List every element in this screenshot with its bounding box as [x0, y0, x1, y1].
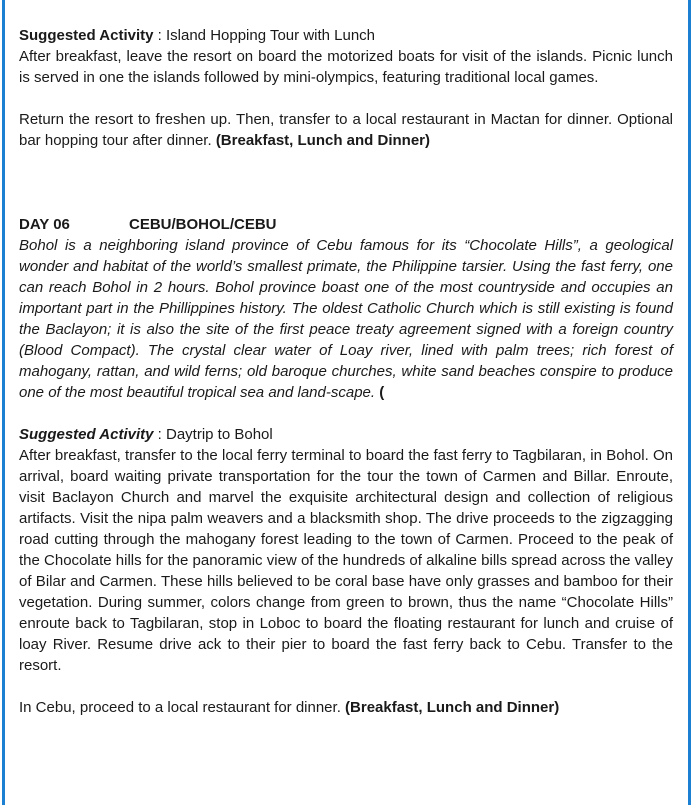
suggested-activity-title: Daytrip to Bohol [166, 426, 273, 443]
description-trailing-paren: ( [379, 384, 385, 401]
day-number-label: DAY 06 [19, 216, 70, 233]
suggested-activity-line [19, 25, 673, 46]
suggested-activity-label: Suggested Activity [19, 426, 154, 443]
paragraph [19, 697, 673, 718]
day06-section [19, 214, 673, 718]
day05-section [19, 25, 673, 151]
activity-separator: : [153, 426, 166, 443]
paragraph-text: Return the resort to freshen up. Then, transfer to a local restaurant in Mactan for dinner. Optional bar hopping tour after dinner. [19, 111, 673, 149]
page-border-left [2, 0, 5, 805]
page-border-right [688, 0, 691, 805]
suggested-activity-label: Suggested Activity [19, 27, 154, 44]
paragraph: After breakfast, leave the resort on board the motorized boats for visit of the islands. Picnic lunch is served in one the islands followed by mini-olympics, featuring traditional local games. [19, 48, 673, 86]
paragraph-text: In Cebu, proceed to a local restaurant for dinner. [19, 699, 346, 716]
day-route-label: CEBU/BOHOL/CEBU [129, 216, 277, 233]
description-text: Bohol is a neighboring island province of Cebu famous for its “Chocolate Hills”, a geological wonder and habitat of the world’s smallest primate, the Philippine tarsier. Using the fast ferry, one can reach Bohol in 2 hours. Bohol province boast one of the most countryside and occupies an important part in the Phillippines history. The oldest Catholic Church which is still existing is found the Baclayon; it is also the site of the first peace treaty agreement signed with a foreign country (Blood Compact). The crystal clear water of Loay river, lined with palm trees; rich forest of mahogany, rattan, and wild ferns; old baroque churches, white sand beaches conspire to produce one of the most beautiful tropical sea and land-scape. [19, 237, 673, 401]
day06-description [19, 235, 673, 403]
meals-note: (Breakfast, Lunch and Dinner) [215, 132, 431, 149]
activity-separator: : [153, 27, 166, 44]
paragraph: After breakfast, transfer to the local ferry terminal to board the fast ferry to Tagbilaran, in Bohol. On arrival, board waiting private transportation for the tour the town of Carmen and Billar. Enroute, visit Baclayon Church and marvel the exquisite architectural design and collection of religious artifacts. Visit the nipa palm weavers and a blacksmith shop. The drive proceeds to the zigzagging road cutting through the mahogany forest leading to the town of Carmen. Proceed to the peak of the Chocolate hills for the panoramic view of the hundreds of alkaline bills spread across the valley of Bilar and Carmen. These hills believed to be coral base have only grasses and bamboo for their vegetation. During summer, colors change from green to brown, thus the name “Chocolate Hills” enroute back to Tagbilaran, stop in Loboc to board the floating restaurant for lunch and cruise of loay River. Resume drive ack to their pier to board the fast ferry back to Cebu. Transfer to the resort. [19, 447, 673, 674]
paragraph [19, 109, 673, 151]
suggested-activity-title: Island Hopping Tour with Lunch [166, 27, 376, 44]
document-page [19, 25, 673, 718]
meals-note: (Breakfast, Lunch and Dinner) [345, 699, 560, 716]
day06-heading [19, 214, 673, 235]
suggested-activity-line [19, 424, 673, 445]
